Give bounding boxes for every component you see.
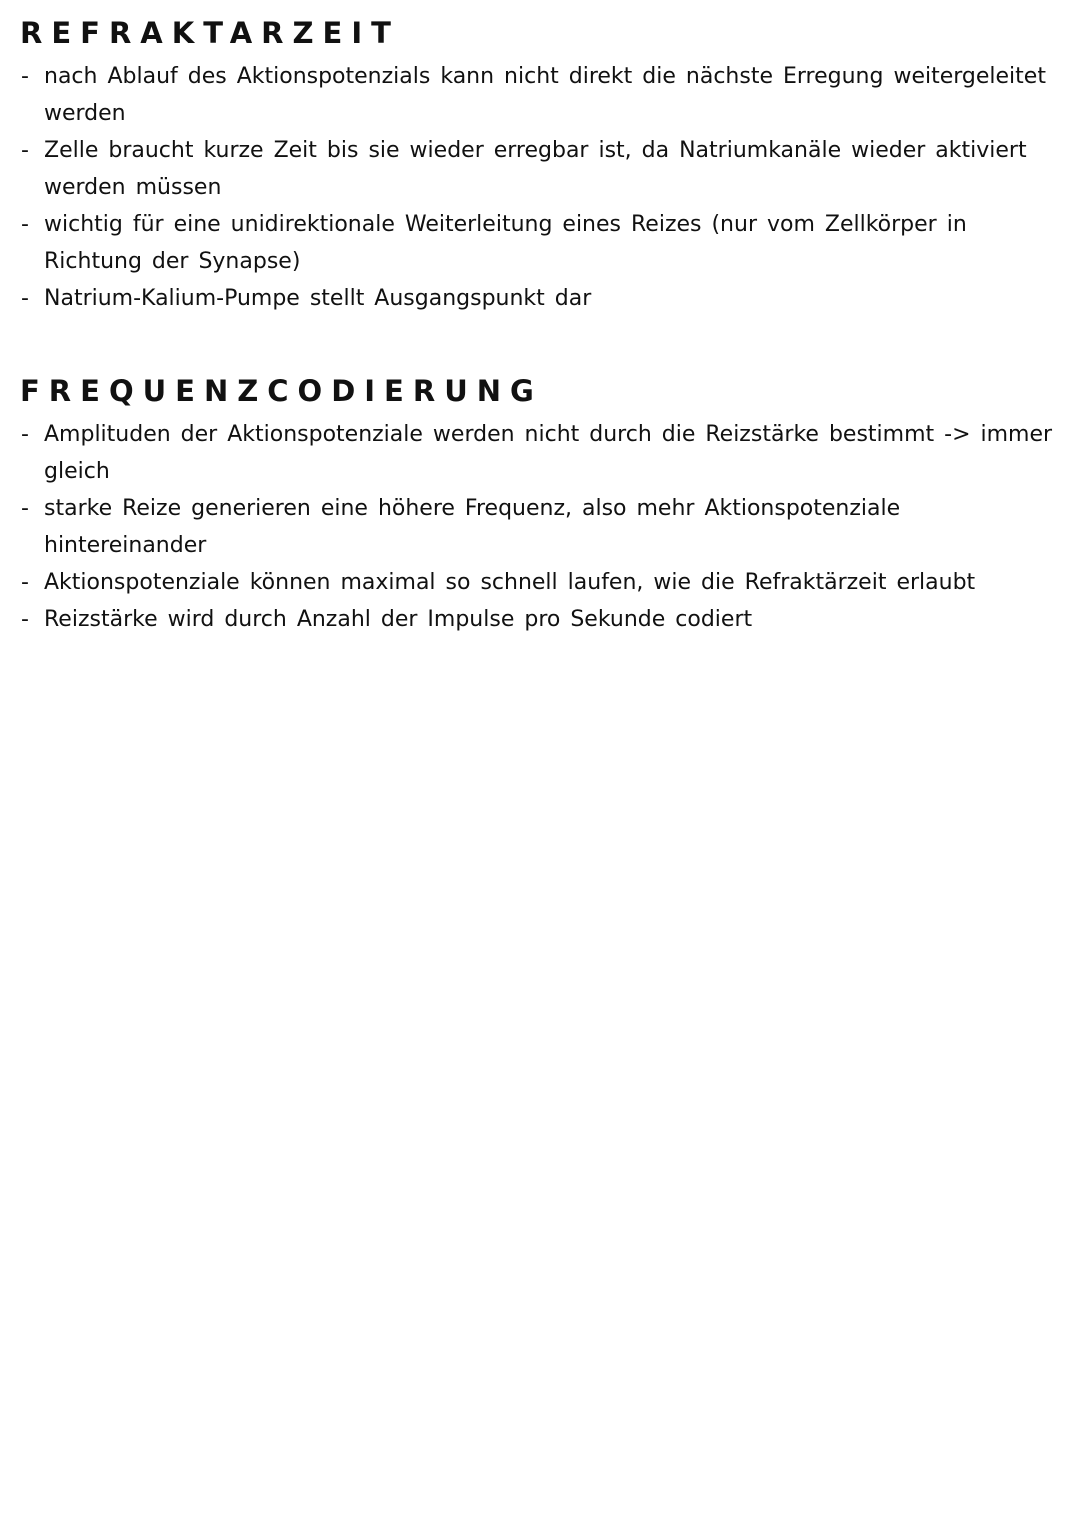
bullet-dash: - [21,422,29,447]
list-item [20,132,1060,206]
list-item-text: Reizstärke wird durch Anzahl der Impulse pro Sekunde codiert [44,607,753,632]
list-item [20,416,1060,490]
list-item [20,490,1060,564]
list-item [20,206,1060,280]
list-item-text: Zelle braucht kurze Zeit bis sie wieder erregbar ist, da Natriumkanäle wieder aktiviert werden müssen [44,138,1027,200]
bullet-list [20,416,1060,638]
list-item-text: wichtig für eine unidirektionale Weiterleitung eines Reizes (nur vom Zellkörper in Richtung der Synapse) [44,212,967,274]
section-refraktarzeit [20,14,1060,317]
list-item-text: starke Reize generieren eine höhere Frequenz, also mehr Aktionspotenziale hintereinander [44,496,901,558]
list-item-text: Amplituden der Aktionspotenziale werden nicht durch die Reizstärke bestimmt -> immer gleich [44,422,1053,484]
list-item [20,564,1060,601]
bullet-dash: - [21,286,29,311]
bullet-list [20,58,1060,317]
bullet-dash: - [21,212,29,237]
section-heading: REFRAKTARZEIT [20,16,400,50]
section-frequenzcodierung [20,372,1060,638]
list-item [20,280,1060,317]
list-item-text: nach Ablauf des Aktionspotenzials kann nicht direkt die nächste Erregung weitergeleitet werden [44,64,1046,126]
list-item [20,601,1060,638]
bullet-dash: - [21,607,29,632]
bullet-dash: - [21,138,29,163]
list-item-text: Aktionspotenziale können maximal so schnell laufen, wie die Refraktärzeit erlaubt [44,570,976,595]
list-item [20,58,1060,132]
bullet-dash: - [21,570,29,595]
section-heading: FREQUENZCODIERUNG [20,374,543,408]
bullet-dash: - [21,496,29,521]
list-item-text: Natrium-Kalium-Pumpe stellt Ausgangspunkt dar [44,286,592,311]
bullet-dash: - [21,64,29,89]
